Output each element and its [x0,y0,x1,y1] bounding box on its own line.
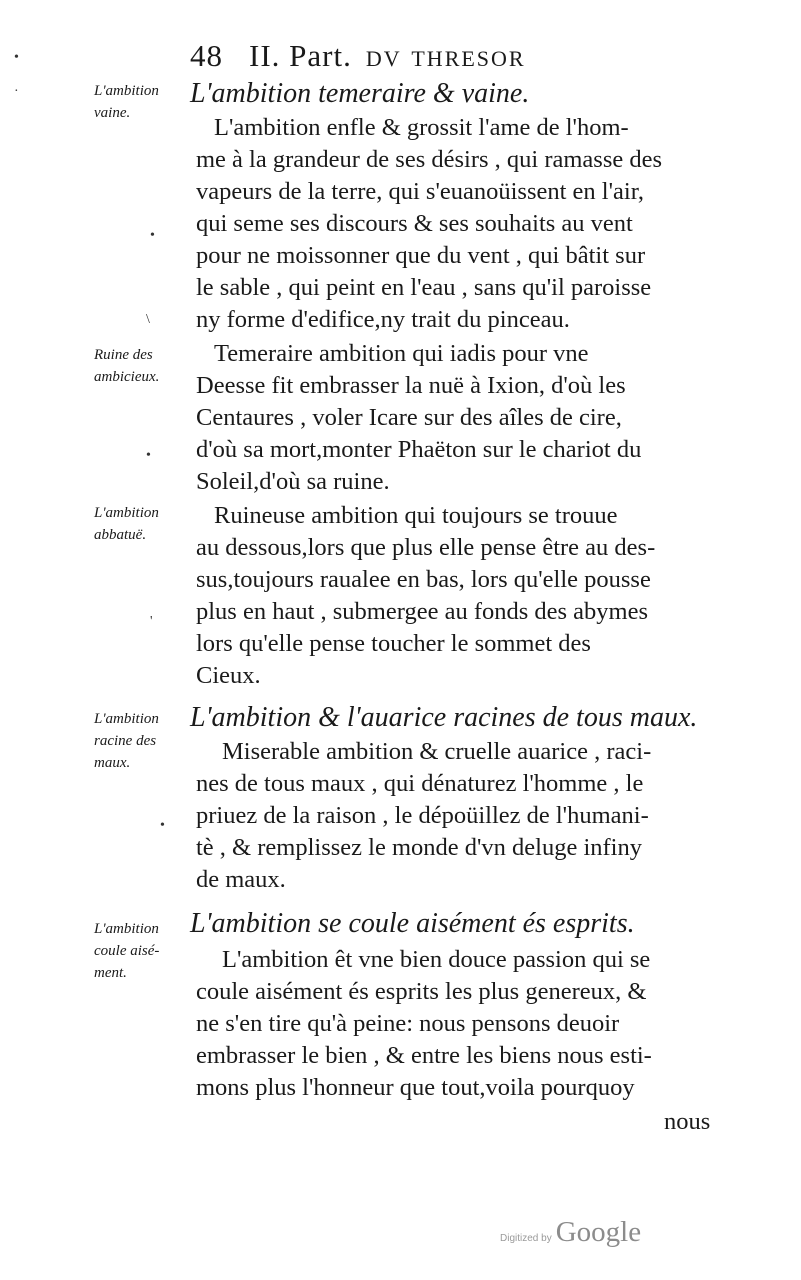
text-line: vapeurs de la terre, qui s'euanoüissent en l'air, [196,178,645,205]
text-line: Cieux. [196,662,261,689]
text-line: ny forme d'edifice,ny trait du pinceau. [196,306,570,333]
text-line: qui seme ses discours & ses souhaits au vent [196,210,633,237]
text-line: Centaures , voler Icare sur des aîles de cire, [196,404,622,431]
text-line: Temeraire ambition qui iadis pour vne [214,340,589,367]
text-line: priuez de la raison , le dépoüillez de l'humani- [196,802,649,829]
scan-speck: · [14,84,19,99]
text-line: L'ambition enfle & grossit l'ame de l'hom- [214,114,629,141]
margin-note-racine: L'ambition racine des maux. [94,711,159,771]
text-line: Miserable ambition & cruelle auarice , raci- [222,738,652,765]
scan-speck: • [14,50,19,65]
header-part: II. Part. [249,38,352,73]
scan-speck: ' [150,614,153,629]
running-header [190,38,650,74]
catchword: nous [664,1108,711,1135]
page-number: 48 [190,38,223,73]
digitized-watermark [500,1216,641,1249]
watermark-prefix: Digitized by [500,1233,552,1244]
text-line: au dessous,lors que plus elle pense être au des- [196,534,656,561]
text-line: Ruineuse ambition qui toujours se trouue [214,502,618,529]
text-line: tè , & remplissez le monde d'vn deluge infiny [196,834,642,861]
header-title: dv thresor [365,38,526,73]
text-line: sus,toujours raualee en bas, lors qu'elle pousse [196,566,651,593]
text-line: Deesse fit embrasser la nuë à Ixion, d'où les [196,372,626,399]
text-line: Soleil,d'où sa ruine. [196,468,390,495]
section-heading: L'ambition temeraire & vaine. [190,78,530,109]
margin-note-ambition-vaine: L'ambition vaine. [94,83,159,121]
text-line: me à la grandeur de ses désirs , qui ramasse des [196,146,663,173]
text-line: plus en haut , submergee au fonds des abymes [196,598,649,625]
section-heading: L'ambition se coule aisément és esprits. [190,908,635,939]
scan-speck: \ [146,312,150,327]
section-heading: L'ambition & l'auarice racines de tous maux. [190,702,698,733]
margin-note-coule: L'ambition coule aisé-ment. [94,921,160,981]
text-line: de maux. [196,866,286,893]
text-line: nes de tous maux , qui dénaturez l'homme , le [196,770,644,797]
scan-speck: • [160,818,165,833]
margin-note-ruine: Ruine des ambicieux. [94,347,160,385]
text-line: coule aisément és esprits les plus genereux, & [196,978,647,1005]
text-line: le sable , qui peint en l'eau , sans qu'il paroisse [196,274,652,301]
margin-note-abbatue: L'ambition abbatuë. [94,505,159,543]
scan-speck: • [146,448,151,463]
text-line: lors qu'elle pense toucher le sommet des [196,630,591,657]
text-line: mons plus l'honneur que tout,voila pourquoy [196,1074,635,1101]
text-line: embrasser le bien , & entre les biens nous esti- [196,1042,652,1069]
scan-speck: • [150,228,155,243]
text-line: d'où sa mort,monter Phaëton sur le chariot du [196,436,642,463]
google-logo: Google [555,1216,642,1248]
text-line: L'ambition êt vne bien douce passion qui se [222,946,651,973]
text-line: pour ne moissonner que du vent , qui bâtit sur [196,242,646,269]
text-line: ne s'en tire qu'à peine: nous pensons deuoir [196,1010,620,1037]
